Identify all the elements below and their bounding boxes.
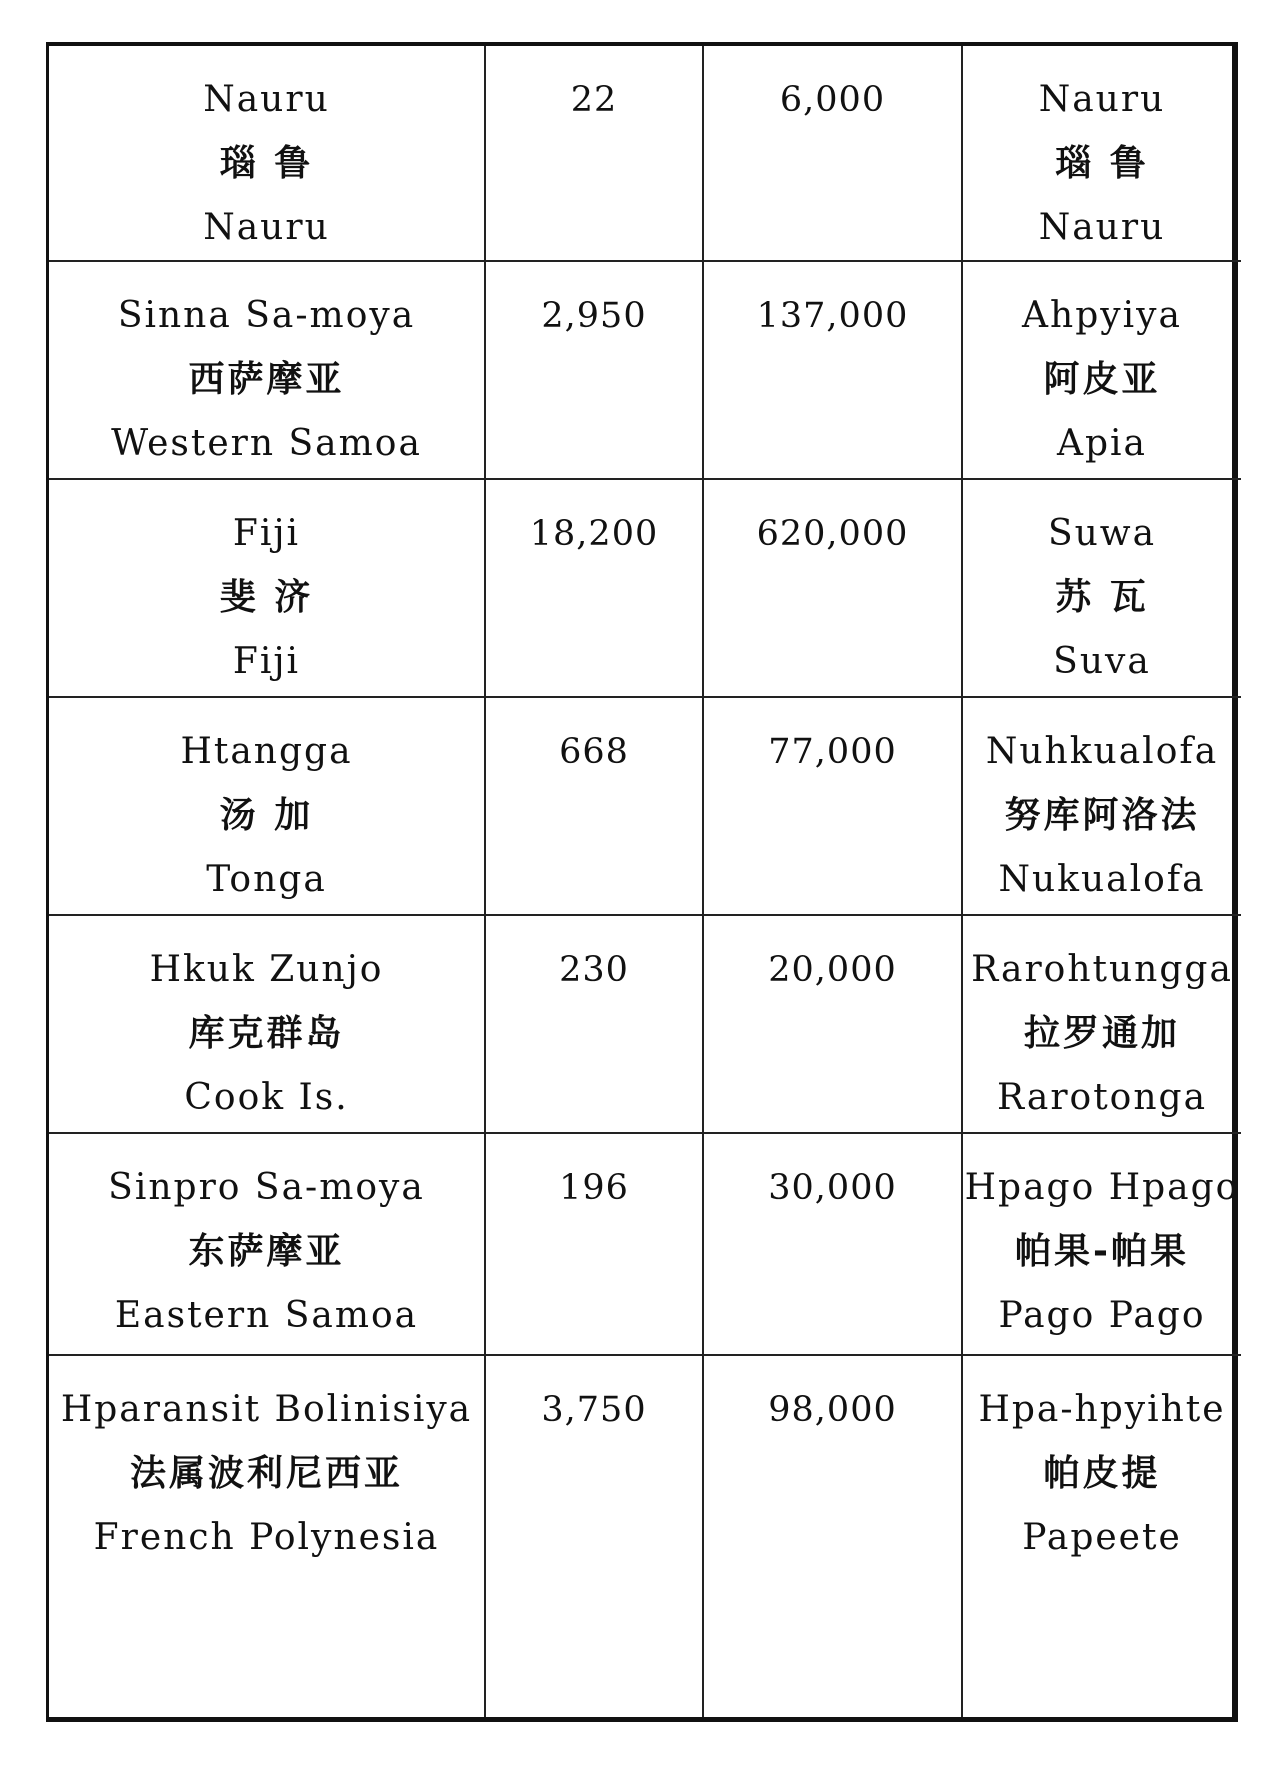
population-cell [703, 1355, 962, 1717]
country-name-english: Eastern Samoa [114, 1295, 419, 1336]
capital-cell [962, 46, 1241, 261]
table-row [49, 697, 1241, 915]
country-name-local: Sinna Sa-moya [117, 295, 416, 336]
population-cell [703, 479, 962, 697]
country-name-chinese: 库克群岛 [188, 1013, 345, 1054]
capital-name-local: Nauru [1038, 79, 1166, 120]
area-value: 196 [559, 1168, 629, 1208]
population-value: 77,000 [768, 732, 897, 772]
capital-name-local: Rarohtungga [971, 949, 1233, 990]
country-name-local: Hparansit Bolinisiya [60, 1389, 473, 1430]
country-name-chinese: 西萨摩亚 [188, 359, 345, 400]
country-name-english: French Polynesia [93, 1517, 440, 1558]
country-name-cell [49, 479, 485, 697]
capital-name-english: Pago Pago [998, 1295, 1206, 1336]
capital-name-chinese: 帕果-帕果 [1015, 1231, 1189, 1272]
country-name-chinese: 东萨摩亚 [188, 1231, 345, 1272]
country-name-local: Sinpro Sa-moya [108, 1167, 425, 1208]
table-row [49, 1133, 1241, 1355]
capital-name-local: Nuhkualofa [985, 731, 1219, 772]
country-name-english: Cook Is. [184, 1077, 349, 1118]
country-name-cell [49, 1355, 485, 1717]
population-cell [703, 697, 962, 915]
capital-cell [962, 479, 1241, 697]
country-name-cell [49, 1133, 485, 1355]
capital-name-local: Suwa [1047, 513, 1157, 554]
country-name-chinese: 斐 济 [219, 577, 314, 618]
table-row [49, 261, 1241, 479]
population-cell [703, 915, 962, 1133]
capital-cell [962, 697, 1241, 915]
capital-name-english: Nukualofa [998, 859, 1206, 900]
capital-cell [962, 1355, 1241, 1717]
area-value: 668 [559, 732, 629, 772]
area-cell [485, 915, 703, 1133]
capital-name-chinese: 帕皮提 [1043, 1453, 1161, 1494]
population-cell [703, 261, 962, 479]
table-row [49, 46, 1241, 261]
country-name-english: Tonga [206, 859, 327, 900]
area-value: 3,750 [541, 1390, 647, 1430]
population-value: 620,000 [756, 514, 909, 554]
table-row [49, 479, 1241, 697]
country-table [46, 42, 1238, 1722]
capital-name-local: Hpago Hpago [964, 1167, 1240, 1208]
country-name-english: Fiji [232, 641, 301, 682]
country-name-local: Nauru [203, 79, 330, 120]
population-value: 98,000 [768, 1390, 897, 1430]
capital-cell [962, 915, 1241, 1133]
area-cell [485, 46, 703, 261]
capital-name-local: Hpa-hpyihte [978, 1389, 1226, 1430]
country-name-cell [49, 46, 485, 261]
capital-name-english: Apia [1056, 423, 1148, 464]
area-value: 18,200 [529, 514, 659, 554]
area-value: 230 [559, 950, 629, 990]
area-value: 2,950 [541, 296, 647, 336]
area-cell [485, 479, 703, 697]
population-cell [703, 1133, 962, 1355]
population-value: 6,000 [779, 80, 886, 120]
country-name-cell [49, 697, 485, 915]
population-value: 20,000 [768, 950, 897, 990]
capital-name-chinese: 阿皮亚 [1043, 359, 1161, 400]
country-name-local: Fiji [232, 513, 301, 554]
table-row [49, 915, 1241, 1133]
capital-cell [962, 261, 1241, 479]
country-name-chinese: 瑙 鲁 [219, 143, 314, 184]
capital-name-chinese: 瑙 鲁 [1055, 143, 1149, 184]
area-cell [485, 1355, 703, 1717]
capital-name-english: Nauru [1038, 207, 1166, 248]
country-name-chinese: 法属波利尼西亚 [129, 1453, 403, 1494]
capital-name-english: Papeete [1022, 1517, 1182, 1558]
area-value: 22 [570, 80, 618, 120]
country-name-chinese: 汤 加 [219, 795, 314, 836]
country-name-cell [49, 261, 485, 479]
country-name-local: Hkuk Zunjo [149, 949, 384, 990]
capital-name-english: Rarotonga [996, 1077, 1208, 1118]
area-cell [485, 697, 703, 915]
area-cell [485, 261, 703, 479]
capital-name-chinese: 努库阿洛法 [1004, 795, 1200, 836]
population-cell [703, 46, 962, 261]
area-cell [485, 1133, 703, 1355]
capital-cell [962, 1133, 1241, 1355]
capital-name-chinese: 拉罗通加 [1023, 1013, 1180, 1054]
population-value: 137,000 [756, 296, 909, 336]
country-name-english: Nauru [203, 207, 330, 248]
country-name-local: Htangga [180, 731, 353, 772]
population-value: 30,000 [768, 1168, 897, 1208]
capital-name-english: Suva [1053, 641, 1151, 682]
country-table-grid [49, 46, 1241, 1717]
capital-name-chinese: 苏 瓦 [1055, 577, 1149, 618]
capital-name-local: Ahpyiya [1022, 295, 1182, 336]
table-row [49, 1355, 1241, 1717]
country-name-cell [49, 915, 485, 1133]
country-name-english: Western Samoa [111, 423, 422, 464]
